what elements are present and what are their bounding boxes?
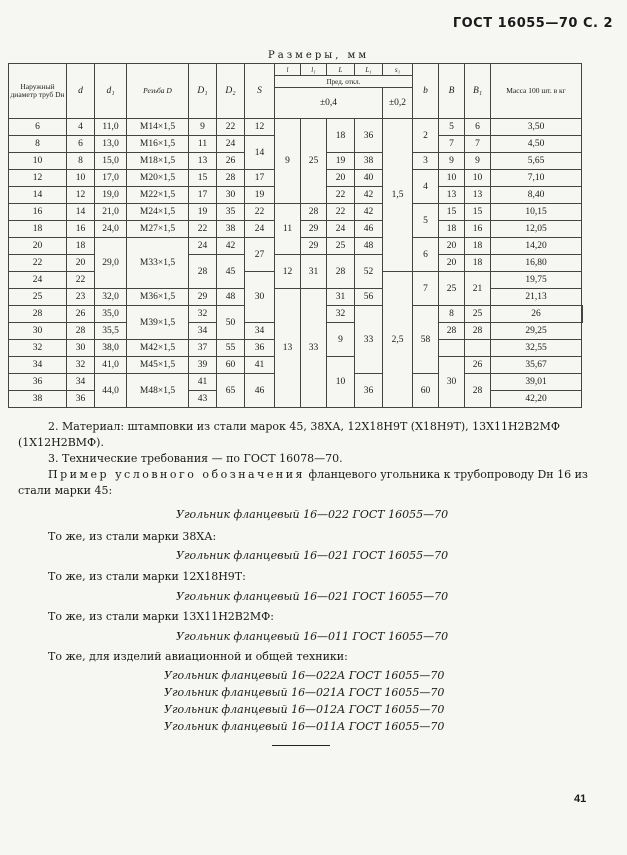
table-cell: 16 xyxy=(9,204,67,221)
table-cell: 26 xyxy=(465,357,491,374)
table-cell: 33 xyxy=(355,306,383,374)
table-cell: 10,15 xyxy=(491,204,582,221)
table-cell: 42 xyxy=(355,187,383,204)
table-cell: 17 xyxy=(189,187,217,204)
table-cell: 18 xyxy=(465,255,491,272)
table-cell: 19 xyxy=(189,204,217,221)
table-cell: 29 xyxy=(301,221,327,238)
table-cell: 14 xyxy=(67,204,95,221)
table-row xyxy=(9,204,583,221)
table-cell: 30 xyxy=(9,323,67,340)
table-cell: 43 xyxy=(189,391,217,408)
table-cell: 30 xyxy=(245,272,275,323)
table-cell: 19,0 xyxy=(95,187,127,204)
table-cell: 41 xyxy=(245,357,275,374)
table-cell: 19,75 xyxy=(491,272,582,289)
table-cell: 12 xyxy=(9,170,67,187)
table-cell: 10 xyxy=(67,170,95,187)
table-cell: 42 xyxy=(217,238,245,255)
table-cell: 58 xyxy=(413,306,439,374)
table-cell: 35,0 xyxy=(95,306,127,323)
table-cell: 32 xyxy=(189,306,217,323)
tolerance-04: ±0,4 xyxy=(275,88,383,119)
table-cell: M14×1,5 xyxy=(127,119,189,136)
table-cell: 20 xyxy=(439,238,465,255)
table-cell: M42×1,5 xyxy=(127,340,189,357)
table-cell: 20 xyxy=(67,255,95,272)
table-cell: 22 xyxy=(327,187,355,204)
table-cell: 8,40 xyxy=(491,187,582,204)
col-s1: s₁ xyxy=(383,64,413,76)
table-cell: 25 xyxy=(301,119,327,204)
table-cell: 3 xyxy=(413,153,439,170)
table-cell xyxy=(465,340,491,357)
example-intro: Пример условного обозначения фланцевого угольника к трубопроводу Dн 16 из xyxy=(48,468,588,481)
table-cell: 48 xyxy=(217,289,245,306)
table-cell: 36 xyxy=(9,374,67,391)
table-cell: 28 xyxy=(439,323,465,340)
tolerance-02: ±0,2 xyxy=(383,88,413,119)
table-cell: 30 xyxy=(67,340,95,357)
col-S: S xyxy=(245,64,275,119)
table-cell: 42 xyxy=(355,204,383,221)
table-cell: 21,0 xyxy=(95,204,127,221)
table-cell: 18 xyxy=(9,221,67,238)
table-cell: 10 xyxy=(439,170,465,187)
example-intro-cont: стали марки 45: xyxy=(18,484,113,497)
table-cell: 12,05 xyxy=(491,221,582,238)
table-cell: 9 xyxy=(465,153,491,170)
table-cell: 44,0 xyxy=(95,374,127,408)
table-cell: 26 xyxy=(217,153,245,170)
table-cell: 36 xyxy=(355,119,383,153)
table-row xyxy=(9,289,583,306)
table-cell: 18 xyxy=(327,119,355,153)
table-cell: M33×1,5 xyxy=(127,238,189,289)
table-cell: 30 xyxy=(439,357,465,408)
table-cell: 36 xyxy=(245,340,275,357)
table-cell: 6 xyxy=(413,238,439,272)
table-cell: M18×1,5 xyxy=(127,153,189,170)
table-cell: 38 xyxy=(355,153,383,170)
table-cell: M24×1,5 xyxy=(127,204,189,221)
table-cell: 29,0 xyxy=(95,238,127,289)
table-cell: 14,20 xyxy=(491,238,582,255)
table-cell: 2,5 xyxy=(383,272,413,408)
table-cell: M20×1,5 xyxy=(127,170,189,187)
table-cell: M36×1,5 xyxy=(127,289,189,306)
table-cell: 35,5 xyxy=(95,323,127,340)
table-cell: 39 xyxy=(189,357,217,374)
table-cell: 7 xyxy=(465,136,491,153)
col-l1: l₁ xyxy=(301,64,327,76)
table-cell: 10 xyxy=(465,170,491,187)
table-cell: 15 xyxy=(189,170,217,187)
table-cell: 18 xyxy=(67,238,95,255)
table-cell: 30 xyxy=(217,187,245,204)
col-thread: Резьба D xyxy=(127,64,189,119)
table-cell: 31 xyxy=(327,289,355,306)
table-cell: 24 xyxy=(217,136,245,153)
table-cell: 50 xyxy=(217,306,245,340)
table-cell: M45×1,5 xyxy=(127,357,189,374)
note-3-requirements: 3. Технические требования — по ГОСТ 16078—70. xyxy=(48,452,343,465)
table-cell: 15 xyxy=(465,204,491,221)
col-B: B xyxy=(439,64,465,119)
table-cell: 28 xyxy=(189,255,217,289)
col-D2: D₂ xyxy=(217,64,245,119)
table-cell: 28 xyxy=(327,255,355,289)
table-cell: 5 xyxy=(439,119,465,136)
table-cell: 13 xyxy=(439,187,465,204)
dimensions-table xyxy=(8,63,583,408)
col-d: d xyxy=(67,64,95,119)
table-cell: 12 xyxy=(245,119,275,136)
table-cell: 46 xyxy=(245,374,275,408)
table-cell: 21 xyxy=(465,272,491,306)
table-cell: 8 xyxy=(67,153,95,170)
designation-7: Угольник фланцевый 16—012А ГОСТ 16055—70 xyxy=(164,703,445,716)
table-cell: M16×1,5 xyxy=(127,136,189,153)
table-cell: 38 xyxy=(9,391,67,408)
table-cell: 6 xyxy=(465,119,491,136)
table-cell: 16 xyxy=(67,221,95,238)
table-cell: 20 xyxy=(9,238,67,255)
same-38xa: То же, из стали марки 38ХА: xyxy=(48,530,217,543)
table-cell: 28 xyxy=(217,170,245,187)
table-cell: 60 xyxy=(413,374,439,408)
table-cell: 8 xyxy=(9,136,67,153)
table-cell: 28 xyxy=(465,323,491,340)
table-cell: M27×1,5 xyxy=(127,221,189,238)
col-mass: Масса 100 шт. в кг xyxy=(491,64,582,119)
divider xyxy=(272,745,330,746)
col-d1: d₁ xyxy=(95,64,127,119)
table-cell: 4,50 xyxy=(491,136,582,153)
table-cell: 22 xyxy=(67,272,95,289)
col-D1: D₁ xyxy=(189,64,217,119)
tolerance-label: Пред. откл. xyxy=(275,76,413,88)
table-cell: 34 xyxy=(189,323,217,340)
designation-3: Угольник фланцевый 16—021 ГОСТ 16055—70 xyxy=(176,590,449,603)
table-cell: 52 xyxy=(355,255,383,289)
table-cell: 14 xyxy=(9,187,67,204)
table-cell: 13,0 xyxy=(95,136,127,153)
note-2-material: 2. Материал: штамповки из стали марок 45, 38ХА, 12Х18Н9Т (Х18Н9Т), 13Х11Н2В2МФ xyxy=(48,420,561,433)
table-cell: M48×1,5 xyxy=(127,374,189,408)
table-cell: 2 xyxy=(413,119,439,153)
table-cell: 22 xyxy=(217,119,245,136)
table-cell: 32 xyxy=(9,340,67,357)
table-cell: 4 xyxy=(67,119,95,136)
col-b: b xyxy=(413,64,439,119)
table-cell: 13 xyxy=(275,289,301,408)
table-cell: 18 xyxy=(465,238,491,255)
table-cell: 36 xyxy=(67,391,95,408)
table-cell: 11 xyxy=(275,204,301,255)
table-cell: 32,55 xyxy=(491,340,582,357)
table-cell: 28 xyxy=(9,306,67,323)
table-cell: 38,0 xyxy=(95,340,127,357)
table-cell: 60 xyxy=(217,357,245,374)
table-cell: 19 xyxy=(245,187,275,204)
table-cell: 27 xyxy=(245,238,275,272)
table-cell: 7,10 xyxy=(491,170,582,187)
table-cell: 34 xyxy=(67,374,95,391)
designation-4: Угольник фланцевый 16—011 ГОСТ 16055—70 xyxy=(176,630,449,643)
table-cell: 12 xyxy=(275,255,301,289)
table-cell: 24 xyxy=(189,238,217,255)
table-cell: 25 xyxy=(465,306,491,323)
table-cell: 18 xyxy=(439,221,465,238)
dimensions-title: Размеры, мм xyxy=(268,50,370,61)
table-cell: 15,0 xyxy=(95,153,127,170)
table-cell: 29 xyxy=(301,238,327,255)
table-cell: 17 xyxy=(245,170,275,187)
note-2-material-cont: (1Х12Н2ВМФ). xyxy=(18,436,104,449)
table-cell: 10 xyxy=(9,153,67,170)
table-cell: 48 xyxy=(355,238,383,255)
table-cell: 39,01 xyxy=(491,374,582,391)
table-cell: 22 xyxy=(9,255,67,272)
table-cell: 7 xyxy=(413,272,439,306)
table-cell: 25 xyxy=(327,238,355,255)
table-cell: 24 xyxy=(327,221,355,238)
table-cell: M39×1,5 xyxy=(127,306,189,340)
table-cell: 12 xyxy=(67,187,95,204)
col-outer-diameter: Наружный диаметр труб Dн xyxy=(9,64,67,119)
page-header: ГОСТ 16055—70 С. 2 xyxy=(452,16,613,31)
table-cell: 42,20 xyxy=(491,391,582,408)
same-13x11: То же, из стали марки 13Х11Н2В2МФ: xyxy=(48,610,274,623)
table-cell: 29 xyxy=(189,289,217,306)
table-cell: 11,0 xyxy=(95,119,127,136)
table-cell xyxy=(439,340,465,357)
table-cell: 32 xyxy=(327,306,355,323)
col-l: l xyxy=(275,64,301,76)
table-cell: 25 xyxy=(9,289,67,306)
table-cell: 7 xyxy=(439,136,465,153)
table-cell: 6 xyxy=(67,136,95,153)
table-cell: 5 xyxy=(413,204,439,238)
table-cell: 31 xyxy=(301,255,327,289)
table-cell: 34 xyxy=(245,323,275,340)
table-cell: 35 xyxy=(217,204,245,221)
table-cell: 3,50 xyxy=(491,119,582,136)
table-cell: 24 xyxy=(9,272,67,289)
table-cell: 22 xyxy=(245,204,275,221)
table-cell: 33 xyxy=(301,289,327,408)
table-cell: 16,80 xyxy=(491,255,582,272)
table-cell: 9 xyxy=(439,153,465,170)
table-cell: 24 xyxy=(245,221,275,238)
table-cell: 10 xyxy=(327,357,355,408)
table-cell: 35,67 xyxy=(491,357,582,374)
table-cell: 55 xyxy=(217,340,245,357)
table-cell: 24,0 xyxy=(95,221,127,238)
table-cell: 21,13 xyxy=(491,289,582,306)
table-cell: 28 xyxy=(465,374,491,408)
table-cell: 16 xyxy=(465,221,491,238)
same-aviation: То же, для изделий авиационной и общей техники: xyxy=(48,650,348,663)
table-cell: 9 xyxy=(327,323,355,357)
table-cell: 26 xyxy=(491,306,582,323)
table-cell: 40 xyxy=(355,170,383,187)
table-cell: 28 xyxy=(301,204,327,221)
table-cell: 45 xyxy=(217,255,245,289)
col-L: L xyxy=(327,64,355,76)
table-cell: 17,0 xyxy=(95,170,127,187)
table-cell: 56 xyxy=(355,289,383,306)
table-cell: 4 xyxy=(413,170,439,204)
table-cell: 13 xyxy=(465,187,491,204)
table-cell: 8 xyxy=(439,306,465,323)
designation-6: Угольник фланцевый 16—021А ГОСТ 16055—70 xyxy=(164,686,445,699)
table-cell: 26 xyxy=(67,306,95,323)
table-cell: 5,65 xyxy=(491,153,582,170)
table-cell: 20 xyxy=(439,255,465,272)
table-cell: 29,25 xyxy=(491,323,582,340)
table-cell: 9 xyxy=(275,119,301,204)
table-cell: 20 xyxy=(327,170,355,187)
table-cell: 32,0 xyxy=(95,289,127,306)
col-B1: B₁ xyxy=(465,64,491,119)
table-cell: M22×1,5 xyxy=(127,187,189,204)
table-cell: 41 xyxy=(189,374,217,391)
table-cell: 32 xyxy=(67,357,95,374)
designation-8: Угольник фланцевый 16—011А ГОСТ 16055—70 xyxy=(164,720,445,733)
table-cell: 19 xyxy=(327,153,355,170)
table-cell: 6 xyxy=(9,119,67,136)
designation-5: Угольник фланцевый 16—022А ГОСТ 16055—70 xyxy=(164,669,445,682)
table-cell: 28 xyxy=(67,323,95,340)
table-cell: 41,0 xyxy=(95,357,127,374)
table-cell xyxy=(582,306,583,323)
table-cell: 34 xyxy=(9,357,67,374)
table-cell: 9 xyxy=(189,119,217,136)
designation-1: Угольник фланцевый 16—022 ГОСТ 16055—70 xyxy=(176,508,449,521)
table-cell: 22 xyxy=(327,204,355,221)
table-cell: 25 xyxy=(439,272,465,306)
table-row xyxy=(9,119,583,136)
table-cell: 23 xyxy=(67,289,95,306)
table-cell: 46 xyxy=(355,221,383,238)
designation-2: Угольник фланцевый 16—021 ГОСТ 16055—70 xyxy=(176,549,449,562)
table-cell: 1,5 xyxy=(383,119,413,272)
same-12x18: То же, из стали марки 12Х18Н9Т: xyxy=(48,570,246,583)
table-cell: 11 xyxy=(189,136,217,153)
table-cell: 65 xyxy=(217,374,245,408)
col-L1: L₁ xyxy=(355,64,383,76)
table-cell: 14 xyxy=(245,136,275,170)
table-cell: 36 xyxy=(355,374,383,408)
table-cell: 13 xyxy=(189,153,217,170)
table-cell: 22 xyxy=(189,221,217,238)
table-cell: 37 xyxy=(189,340,217,357)
table-cell: 15 xyxy=(439,204,465,221)
page-number: 41 xyxy=(574,793,587,805)
table-cell: 38 xyxy=(217,221,245,238)
